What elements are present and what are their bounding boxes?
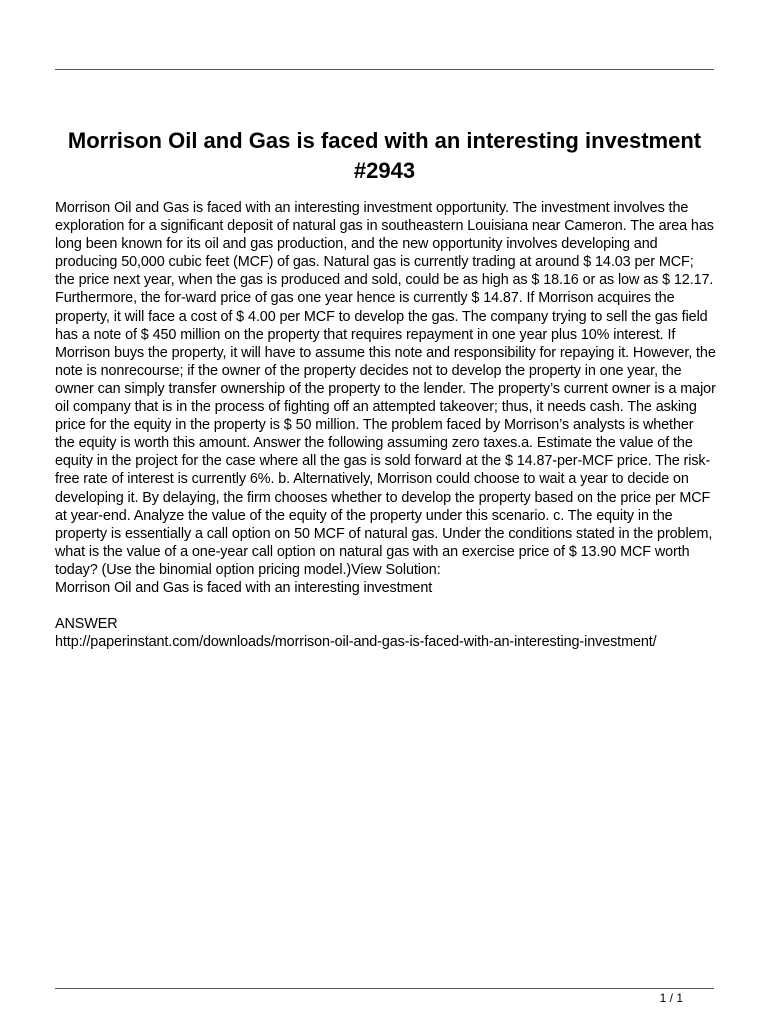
repeat-title-line: Morrison Oil and Gas is faced with an interesting investment: [55, 579, 433, 596]
document-title: Morrison Oil and Gas is faced with an interesting investment #2943: [67, 128, 702, 183]
page-number: 1 / 1: [659, 991, 683, 1005]
paragraph-spacer: [55, 597, 717, 615]
document-body: [55, 199, 717, 651]
problem-paragraph: Morrison Oil and Gas is faced with an interesting investment opportunity. The investment involves the exploration for a significant deposit of natural gas in southeastern Louisiana near Cameron. The area has long been known for its oil and gas production, and the new opportunity involves developing and producing 50,000 cubic feet (MCF) of gas. Natural gas is currently trading at around $ 14.03 per MCF; the price next year, when the gas is produced and sold, could be as high as $ 18.16 or as low as $ 12.17. Furthermore, the for-ward price of gas one year hence is currently $ 14.87. If Morrison acquires the property, it will face a cost of $ 4.00 per MCF to develop the gas. The company trying to sell the gas field has a note of $ 450 million on the property that requires repayment in one year plus 10% interest. If Morrison buys the property, it will have to assume this note and responsibility for repaying it. However, the note is nonrecourse; if the owner of the property decides not to develop the property in one year, the owner can simply transfer ownership of the property to the lender. The property’s current owner is a major oil company that is in the process of fighting off an attempted takeover; thus, it needs cash. The asking price for the equity in the property is $ 50 million. The problem faced by Morrison’s analysts is whether the equity is worth this amount. Answer the following assuming zero taxes.a. Estimate the value of the equity in the project for the case where all the gas is sold forward at the $ 14.87-per-MCF price. The risk-free rate of interest is currently 6%. b. Alternatively, Morrison could choose to wait a year to decide on developing it. By delaying, the firm chooses whether to develop the property based on the price per MCF at year-end. Analyze the value of the equity of the property under this scenario. c. The equity in the property is essentially a call option on 50 MCF of natural gas. Under the conditions stated in the problem, what is the value of a one-year call option on natural gas with an exercise price of $ 13.90 MCF worth today? (Use the binomial option pricing model.)View Solution:: [55, 200, 716, 578]
answer-url-link[interactable]: http://paperinstant.com/downloads/morrison-oil-and-gas-is-faced-with-an-interesting-investment/: [55, 634, 657, 651]
header-divider: [55, 69, 714, 70]
footer-divider: [55, 988, 714, 989]
answer-label: ANSWER: [55, 616, 118, 633]
